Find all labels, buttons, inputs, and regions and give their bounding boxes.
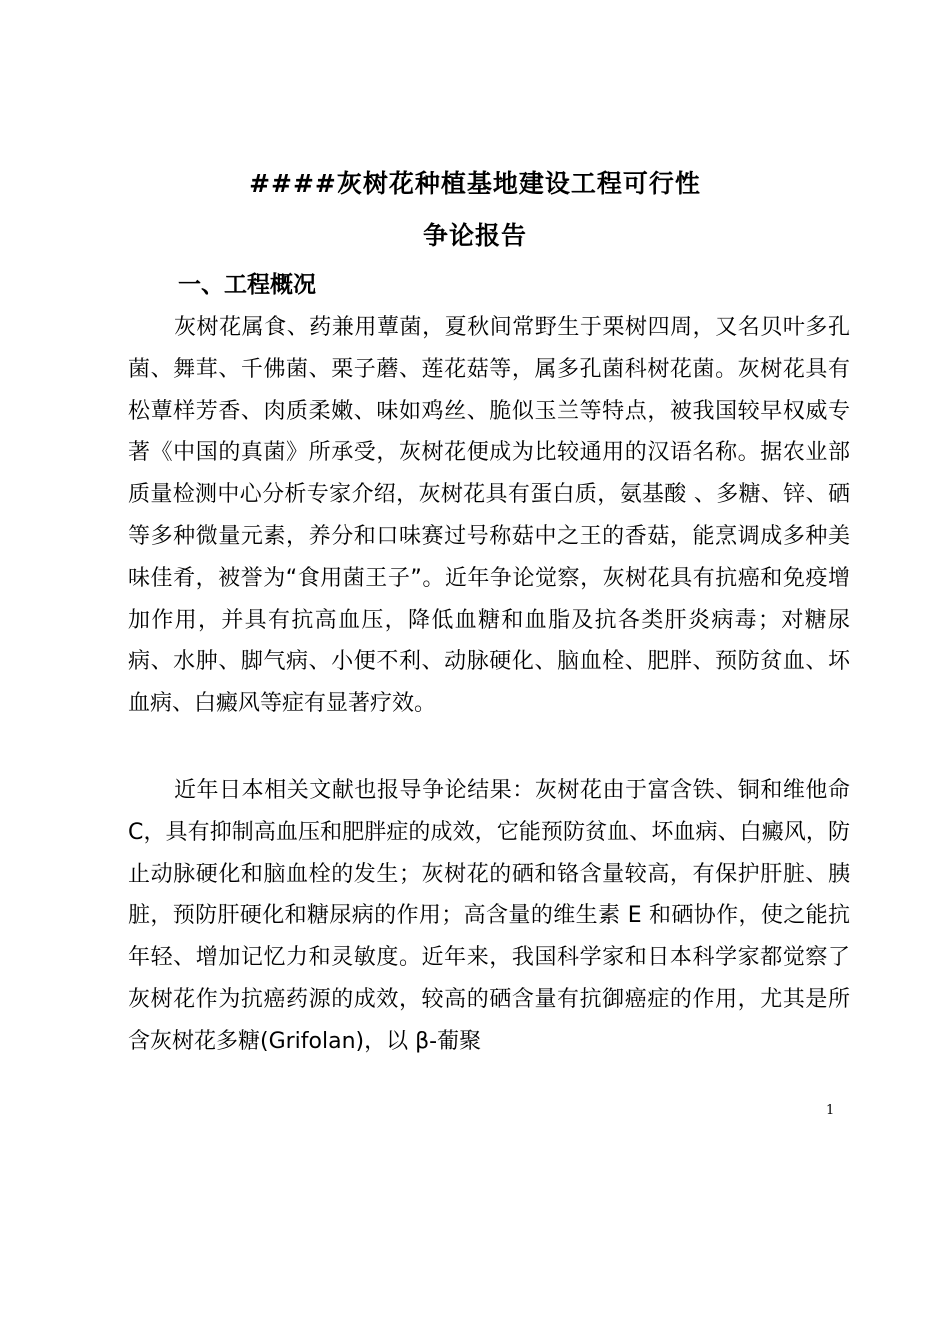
page-number: 1 — [826, 1103, 835, 1118]
document-title-line-1: ####灰树花种植基地建设工程可行性 — [249, 169, 701, 198]
body-paragraph-2: 近年日本相关文献也报导争论结果：灰树花由于富含铁、铜和维他命 C，具有抑制高血压和肥胖症的成效，它能预防贫血、坏血病、白癜风，防止动脉硬化和脑血栓的发生；灰树花的硒和铬含量较高，有保护肝脏、胰脏，预防肝硬化和糖尿病的作用；高含量的维生素 E 和硒协作，使之能抗年轻、增加记忆力和灵敏度。近年来，我国科学家和日本科学家都觉察了灰树花作为抗癌药源的成效，较高的硒含量有抗御癌症的作用，尤其是所含灰树花多糖(Grifolan)，以 β-葡聚 — [128, 778, 850, 1054]
section-heading: 一、工程概况 — [178, 272, 316, 298]
document-title-line-2: 争论报告 — [422, 221, 527, 250]
body-paragraph-1: 灰树花属食、药兼用蕈菌，夏秋间常野生于栗树四周，又名贝叶多孔菌、舞茸、千佛菌、栗子蘑、莲花菇等，属多孔菌科树花菌。灰树花具有松蕈样芳香、肉质柔嫩、味如鸡丝、脆似玉兰等特点，被我国较早权威专著《中国的真菌》所承受，灰树花便成为比较通用的汉语名称。据农业部质量检测中心分析专家介绍，灰树花具有蛋白质，氨基酸 、多糖、锌、硒等多种微量元素，养分和口味赛过号称菇中之王的香菇，能烹调成多种美味佳肴，被誉为“食用菌王子”。近年争论觉察，灰树花具有抗癌和免疫增加作用，并具有抗高血压，降低血糖和血脂及抗各类肝炎病毒；对糖尿病、水肿、脚气病、小便不利、动脉硬化、脑血栓、肥胖、预防贫血、坏血病、白癜风等症有显著疗效。 — [128, 315, 850, 717]
